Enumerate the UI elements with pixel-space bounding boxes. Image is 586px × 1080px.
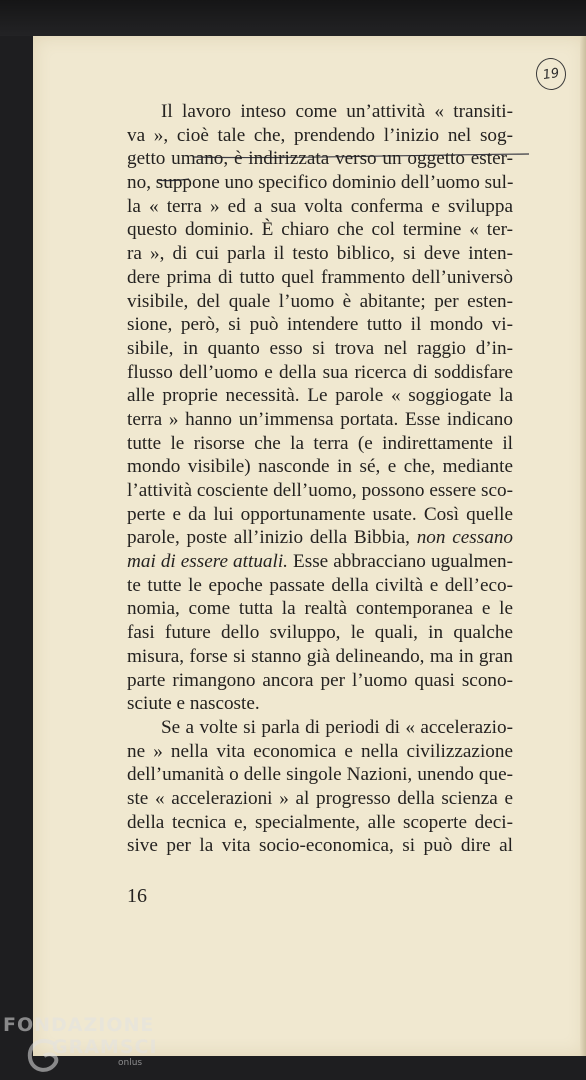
- watermark-line-1: FONDAZIONE: [3, 1014, 155, 1036]
- watermark-line-3: onlus: [118, 1058, 143, 1068]
- text-line: nomia, come tutta la realtà contemporanea e le: [127, 598, 513, 620]
- watermark-line-2: GRAMSCI: [52, 1036, 158, 1058]
- text-line: misura, forse si stanno già delineando, ma in gran: [127, 645, 513, 667]
- paragraph-1-last-line: sciute e nascoste.: [127, 693, 260, 715]
- text-line: alle proprie necessità. Le parole « soggiogate la: [127, 385, 513, 407]
- text-line: mondo visibile) nasconde in sé, e che, mediante: [127, 456, 513, 478]
- text-line-19: parole, poste all’inizio della Bibbia, non cessano: [127, 527, 514, 549]
- paragraph-2: [127, 740, 513, 858]
- text-line: visibile, del quale l’uomo è abitante; per esten-: [127, 290, 513, 312]
- page-edge: [580, 36, 586, 1056]
- text-line: parte rimangono ancora per l’uomo quasi scono-: [127, 669, 513, 691]
- fondazione-gramsci-watermark: [0, 1014, 160, 1080]
- paragraph-1-continued: [127, 574, 513, 692]
- text-line: no, suppone uno specifico dominio dell’uomo sul-: [127, 172, 514, 194]
- body-text: [127, 100, 513, 858]
- page-number: 16: [127, 885, 147, 907]
- text-line: flusso dell’uomo e della sua ricerca di soddisfare: [127, 361, 513, 383]
- paragraph-2-first-line: Se a volte si parla di periodi di « accelerazio-: [161, 716, 513, 738]
- text-line: la « terra » ed a sua volta conferma e sviluppa: [127, 195, 513, 217]
- scan-background-top: [0, 0, 586, 36]
- text-line: te tutte le epoche passate della civiltà e dell’eco-: [127, 574, 513, 596]
- text-line-20: mai di essere attuali. Esse abbracciano ugualmen-: [127, 551, 513, 573]
- text-line: va », cioè tale che, prendendo l’inizio nel sog-: [127, 124, 513, 146]
- text-line: ste « accelerazioni » al progresso della scienza e: [127, 787, 513, 809]
- text-line: sive per la vita socio-economica, si può dire al: [127, 835, 513, 857]
- text-line: sione, però, si può intendere tutto il mondo vi-: [127, 314, 513, 336]
- text-line: sibile, in quanto esso si trova nel raggio d’in-: [127, 337, 513, 359]
- handwritten-folio-number: [534, 56, 568, 92]
- folio-number-text: 19: [541, 65, 561, 83]
- text-line: fasi future dello sviluppo, le quali, in qualche: [127, 622, 513, 644]
- text-line: questo dominio. È chiaro che col termine « ter-: [127, 219, 513, 241]
- paragraph-1: [127, 100, 513, 526]
- text-line: getto umano, è indirizzata verso un oggetto ester-: [127, 148, 513, 170]
- text-line: terra » hanno un’immensa portata. Esse indicano: [127, 408, 513, 430]
- text-line: ra », di cui parla il testo biblico, si deve inten-: [127, 243, 513, 265]
- text-line: della tecnica e, specialmente, alle scoperte deci-: [127, 811, 513, 833]
- text-line: tutte le risorse che la terra (e indirettamente il: [127, 432, 513, 454]
- text-line: dell’umanità o delle singole Nazioni, unendo que-: [127, 764, 513, 786]
- text-line: ne » nella vita economica e nella civilizzazione: [127, 740, 513, 762]
- text-line: perte e da lui opportunamente usate. Così quelle: [127, 503, 513, 525]
- text-line: l’attività cosciente dell’uomo, possono essere sco-: [127, 480, 513, 501]
- text-line: Il lavoro inteso come un’attività « transiti-: [161, 101, 513, 122]
- text-line: dere prima di tutto quel frammento dell’universò: [127, 266, 513, 288]
